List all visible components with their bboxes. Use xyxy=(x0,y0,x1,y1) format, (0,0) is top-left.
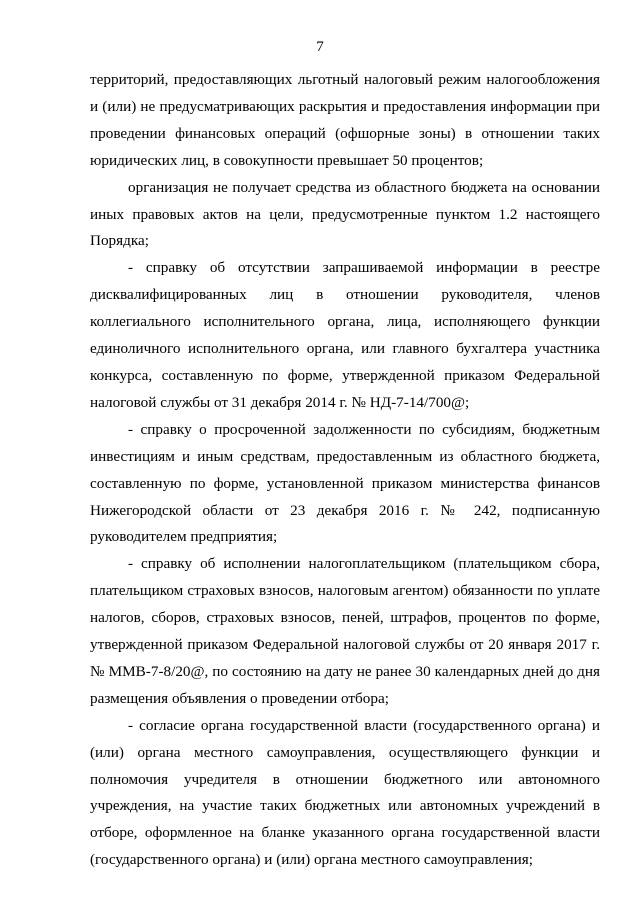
document-body xyxy=(90,67,600,874)
paragraph-continuation: территорий, предоставляющих льготный налоговый режим налогообложения и (или) не предусматривающих раскрытия и предоставления информации при проведении финансовых операций (офшорные зоны) в отношении таких юридических лиц, в совокупности превышает 50 процентов; xyxy=(90,71,600,169)
page-number: 7 xyxy=(316,39,324,55)
paragraph-tax-obligations-certificate: - справку об исполнении налогоплательщиком (плательщиком сбора, плательщиком страховых взносов, налоговым агентом) обязанности по уплате налогов, сборов, страховых взносов, пеней, штрафов, процентов по форме, утвержденной приказом Федеральной налоговой службы от 20 января 2017 г. № ММВ-7-8/20@, по состоянию на дату не ранее 30 календарных дней до дня размещения объявления о проведении отбора; xyxy=(90,555,600,707)
paragraph-overdue-debt-certificate: - справку о просроченной задолженности по субсидиям, бюджетным инвестициям и иным средствам, предоставленным из областного бюджета, составленную по форме, установленной приказом министерства финансов Нижегородской области от 23 декабря 2016 г. № 242, подписанную руководителем предприятия; xyxy=(90,420,600,546)
paragraph-no-budget-funds: организация не получает средства из областного бюджета на основании иных правовых актов на цели, предусмотренные пунктом 1.2 настоящего Порядка; xyxy=(90,178,600,250)
paragraph-founder-consent: - согласие органа государственной власти (государственного органа) и (или) органа местного самоуправления, осуществляющего функции и полномочия учредителя в отношении бюджетного или автономного учреждения, на участие таких бюджетных или автономных учреждений в отборе, оформленное на бланке указанного органа государственной власти (государственного органа) и (или) органа местного самоуправления; xyxy=(90,716,600,869)
paragraph-disqualified-persons-certificate: - справку об отсутствии запрашиваемой информации в реестре дисквалифицированных лиц в отношении руководителя, членов коллегиального исполнительного органа, лица, исполняющего функции единоличного исполнительного органа, или главного бухгалтера участника конкурса, составленную по форме, утвержденной приказом Федеральной налоговой службы от 31 декабря 2014 г. № НД-7-14/700@; xyxy=(90,259,600,411)
